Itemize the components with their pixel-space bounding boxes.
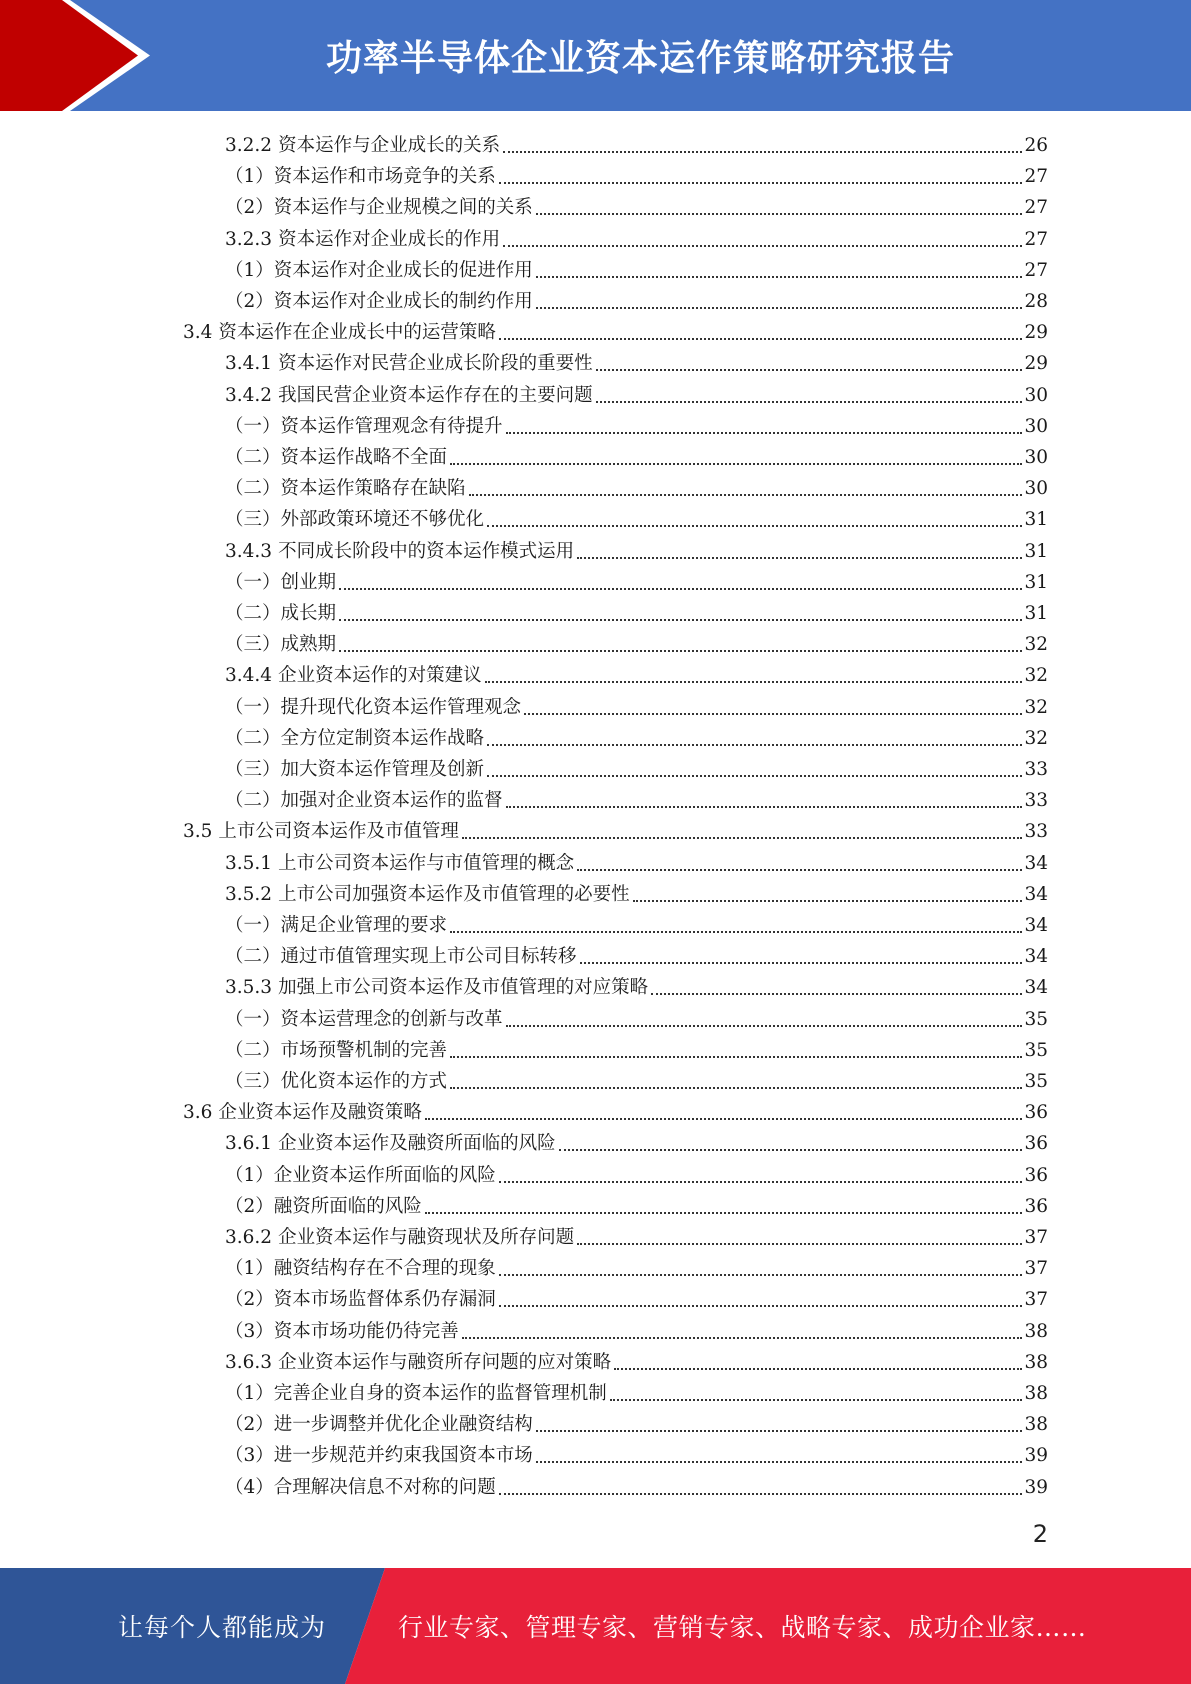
toc-entry[interactable]: [225, 845, 1048, 876]
toc-entry-title: 我国民营企业资本运作存在的主要问题: [278, 384, 593, 406]
toc-entry-page: 31: [1024, 540, 1048, 562]
toc-entry-title: （一）资本运作管理观念有待提升: [225, 415, 503, 437]
toc-entry-title: 资本运作与企业成长的关系: [278, 135, 501, 156]
toc-dot-leader: [450, 1056, 1022, 1058]
toc-dot-leader: [339, 650, 1022, 652]
toc-entry-page: 30: [1024, 447, 1048, 468]
toc-entry-page: 32: [1024, 665, 1048, 687]
toc-entry-title: （二）加强对企业资本运作的监督: [225, 790, 503, 812]
toc-entry[interactable]: [225, 1406, 1048, 1437]
toc-entry-page: 38: [1024, 1414, 1048, 1436]
toc-entry-page: 32: [1024, 727, 1048, 749]
toc-entry[interactable]: [225, 626, 1048, 657]
toc-dot-leader: [499, 1305, 1023, 1307]
toc-entry[interactable]: [225, 969, 1048, 1000]
toc-entry[interactable]: [183, 813, 1048, 844]
toc-entry[interactable]: [225, 1250, 1048, 1281]
toc-entry-page: 37: [1024, 1258, 1048, 1280]
toc-dot-leader: [499, 1274, 1023, 1276]
toc-dot-leader: [485, 681, 1023, 683]
toc-entry-number: 3.6: [183, 1102, 213, 1124]
toc-dot-leader: [559, 1149, 1023, 1151]
toc-dot-leader: [499, 1181, 1023, 1183]
page-header: [0, 0, 1191, 111]
toc-entry[interactable]: [225, 720, 1048, 751]
toc-entry-title: （2）资本运作对企业成长的制约作用: [225, 291, 533, 312]
toc-entry[interactable]: [225, 1125, 1048, 1156]
toc-dot-leader: [462, 837, 1023, 839]
toc-entry-title: （2）融资所面临的风险: [225, 1195, 422, 1217]
toc-entry-page: 34: [1024, 883, 1048, 905]
toc-entry-page: 33: [1024, 790, 1048, 812]
toc-entry-number: 3.4.3: [225, 540, 273, 562]
toc-entry[interactable]: [225, 595, 1048, 626]
toc-dot-leader: [339, 588, 1022, 590]
toc-entry[interactable]: [225, 439, 1048, 470]
toc-entry[interactable]: [225, 1281, 1048, 1312]
toc-entry-title: 资本运作对企业成长的作用: [278, 228, 501, 250]
toc-dot-leader: [450, 463, 1022, 465]
toc-entry-page: 27: [1024, 228, 1048, 250]
toc-dot-leader: [487, 525, 1022, 527]
toc-entry-page: 30: [1024, 478, 1048, 500]
toc-dot-leader: [596, 369, 1023, 371]
toc-entry-page: 27: [1024, 166, 1048, 188]
toc-entry[interactable]: [225, 938, 1048, 969]
toc-dot-leader: [506, 806, 1023, 808]
toc-entry-title: 企业资本运作与融资所存问题的应对策略: [278, 1351, 612, 1373]
toc-dot-leader: [503, 245, 1022, 247]
toc-dot-leader: [450, 1087, 1022, 1089]
toc-entry-title: （一）提升现代化资本运作管理观念: [225, 696, 522, 718]
toc-entry-title: （1）融资结构存在不合理的现象: [225, 1258, 496, 1280]
toc-dot-leader: [499, 338, 1023, 340]
toc-entry[interactable]: [225, 221, 1048, 252]
toc-entry-page: 37: [1024, 1289, 1048, 1311]
toc-entry-page: 27: [1024, 259, 1048, 281]
toc-entry-page: 36: [1024, 1102, 1048, 1124]
toc-entry-page: 38: [1024, 1351, 1048, 1373]
page-footer: [0, 1568, 1191, 1684]
toc-entry-title: 资本运作对民营企业成长阶段的重要性: [278, 353, 593, 375]
toc-dot-leader: [536, 1461, 1023, 1463]
toc-entry-title: （1）资本运作和市场竞争的关系: [225, 166, 496, 188]
toc-entry-page: 31: [1024, 509, 1048, 531]
toc-entry-page: 31: [1024, 571, 1048, 593]
toc-entry-page: 29: [1024, 353, 1048, 375]
toc-entry-title: （一）满足企业管理的要求: [225, 915, 448, 936]
toc-entry[interactable]: [225, 283, 1048, 314]
toc-entry-title: 企业资本运作及融资所面临的风险: [278, 1133, 556, 1155]
toc-entry[interactable]: [225, 189, 1048, 220]
toc-entry-page: 33: [1024, 821, 1048, 843]
toc-entry-title: （三）加大资本运作管理及创新: [225, 759, 485, 780]
toc-entry-number: 3.6.2: [225, 1227, 273, 1248]
toc-dot-leader: [506, 432, 1023, 434]
toc-entry-title: （1）完善企业自身的资本运作的监督管理机制: [225, 1383, 607, 1404]
toc-dot-leader: [499, 1493, 1023, 1495]
toc-entry[interactable]: [225, 907, 1048, 938]
toc-dot-leader: [450, 931, 1022, 933]
toc-entry-title: 资本运作在企业成长中的运营策略: [218, 322, 496, 344]
toc-entry-title: 企业资本运作及融资策略: [218, 1102, 422, 1124]
toc-entry-page: 32: [1024, 634, 1048, 656]
toc-entry[interactable]: [225, 751, 1048, 782]
toc-entry-page: 39: [1024, 1445, 1048, 1467]
report-title: 功率半导体企业资本运作策略研究报告: [325, 38, 955, 79]
toc-entry-title: （三）外部政策环境还不够优化: [225, 509, 485, 531]
toc-entry-title: （1）企业资本运作所面临的风险: [225, 1164, 496, 1186]
toc-entry[interactable]: [225, 1063, 1048, 1094]
toc-dot-leader: [462, 1337, 1023, 1339]
toc-entry-page: 37: [1024, 1227, 1048, 1248]
toc-entry-title: 企业资本运作的对策建议: [278, 665, 482, 687]
toc-entry-page: 30: [1024, 415, 1048, 437]
toc-entry-page: 38: [1024, 1320, 1048, 1342]
toc-dot-leader: [536, 213, 1023, 215]
toc-entry[interactable]: [225, 782, 1048, 813]
toc-entry[interactable]: [183, 314, 1048, 345]
toc-entry-page: 27: [1024, 197, 1048, 219]
toc-dot-leader: [536, 276, 1023, 278]
toc-entry-title: （三）优化资本运作的方式: [225, 1071, 448, 1092]
toc-entry-page: 32: [1024, 696, 1048, 718]
toc-entry[interactable]: [225, 158, 1048, 189]
toc-entry-page: 35: [1024, 1071, 1048, 1092]
toc-entry[interactable]: [225, 1001, 1048, 1032]
toc-dot-leader: [577, 557, 1022, 559]
toc-entry-number: 3.6.3: [225, 1351, 273, 1373]
toc-entry-title: （4）合理解决信息不对称的问题: [225, 1476, 496, 1498]
toc-entry[interactable]: [225, 657, 1048, 688]
toc-entry[interactable]: [225, 1032, 1048, 1063]
toc-entry-number: 3.4.4: [225, 665, 273, 687]
toc-entry-title: （3）资本市场功能仍待完善: [225, 1320, 459, 1342]
toc-entry-title: （二）市场预警机制的完善: [225, 1039, 448, 1061]
toc-entry-number: 3.5.1: [225, 852, 273, 874]
toc-entry[interactable]: [225, 1313, 1048, 1344]
toc-entry-title: （3）进一步规范并约束我国资本市场: [225, 1445, 533, 1467]
toc-dot-leader: [596, 401, 1023, 403]
toc-entry-page: 31: [1024, 603, 1048, 624]
toc-entry[interactable]: [183, 1094, 1048, 1125]
toc-entry-title: （二）资本运作策略存在缺陷: [225, 478, 466, 500]
toc-entry-page: 34: [1024, 852, 1048, 874]
toc-entry[interactable]: [225, 689, 1048, 720]
toc-entry-title: （2）进一步调整并优化企业融资结构: [225, 1414, 533, 1436]
toc-entry[interactable]: [225, 470, 1048, 501]
toc-entry[interactable]: [225, 1157, 1048, 1188]
header-chevron-icon: [0, 0, 160, 111]
toc-entry-number: 3.5.2: [225, 883, 273, 905]
toc-entry[interactable]: [225, 127, 1048, 158]
toc-entry[interactable]: [225, 533, 1048, 564]
toc-dot-leader: [614, 1368, 1022, 1370]
footer-slogan-right: 行业专家、管理专家、营销专家、战略专家、成功企业家……: [398, 1613, 1087, 1642]
toc-dot-leader: [487, 744, 1022, 746]
toc-entry[interactable]: [225, 252, 1048, 283]
toc-entry[interactable]: [225, 1188, 1048, 1219]
toc-entry-title: （三）成熟期: [225, 634, 337, 656]
toc-entry-page: 38: [1024, 1383, 1048, 1404]
toc-entry[interactable]: [225, 1469, 1048, 1500]
toc-entry-number: 3.4: [183, 322, 213, 344]
toc-entry-title: （1）资本运作对企业成长的促进作用: [225, 259, 533, 281]
toc-dot-leader: [524, 713, 1022, 715]
toc-dot-leader: [503, 151, 1022, 153]
toc-entry-page: 36: [1024, 1195, 1048, 1217]
toc-entry[interactable]: [225, 345, 1048, 376]
toc-entry-page: 34: [1024, 946, 1048, 968]
toc-dot-leader: [633, 900, 1023, 902]
toc-entry[interactable]: [225, 876, 1048, 907]
toc-dot-leader: [651, 993, 1022, 995]
toc-entry[interactable]: [225, 1437, 1048, 1468]
toc-entry-number: 3.2.3: [225, 228, 273, 250]
toc-entry-title: （2）资本运作与企业规模之间的关系: [225, 197, 533, 219]
toc-entry-page: 34: [1024, 977, 1048, 999]
toc-entry-page: 29: [1024, 322, 1048, 344]
toc-entry-page: 35: [1024, 1008, 1048, 1030]
toc-entry-title: （二）成长期: [225, 603, 337, 624]
toc-entry-page: 35: [1024, 1039, 1048, 1061]
toc-entry-title: 加强上市公司资本运作及市值管理的对应策略: [278, 977, 649, 999]
toc-dot-leader: [506, 1025, 1023, 1027]
toc-entry-title: （一）资本运营理念的创新与改革: [225, 1008, 503, 1030]
toc-entry-page: 26: [1024, 135, 1048, 156]
toc-entry[interactable]: [225, 377, 1048, 408]
toc-dot-leader: [425, 1212, 1023, 1214]
toc-entry-number: 3.5.3: [225, 977, 273, 999]
toc-dot-leader: [536, 307, 1023, 309]
toc-entry-title: 不同成长阶段中的资本运作模式运用: [278, 540, 575, 562]
toc-entry-title: （二）全方位定制资本运作战略: [225, 727, 485, 749]
toc-dot-leader: [469, 494, 1023, 496]
toc-entry[interactable]: [225, 408, 1048, 439]
toc-entry-page: 33: [1024, 759, 1048, 780]
toc-dot-leader: [580, 962, 1023, 964]
toc-entry-number: 3.6.1: [225, 1133, 273, 1155]
toc-dot-leader: [425, 1118, 1023, 1120]
toc-entry[interactable]: [225, 1344, 1048, 1375]
toc-entry-number: 3.5: [183, 821, 213, 843]
toc-dot-leader: [577, 869, 1022, 871]
toc-entry-number: 3.4.1: [225, 353, 273, 375]
toc-dot-leader: [577, 1243, 1022, 1245]
toc-dot-leader: [536, 1430, 1023, 1432]
toc-entry-title: （2）资本市场监督体系仍存漏洞: [225, 1289, 496, 1311]
toc-entry[interactable]: [225, 564, 1048, 595]
toc-entry-title: 上市公司资本运作与市值管理的概念: [278, 852, 575, 874]
toc-entry-page: 36: [1024, 1133, 1048, 1155]
toc-dot-leader: [499, 182, 1023, 184]
toc-entry-page: 34: [1024, 915, 1048, 936]
toc-entry-title: （一）创业期: [225, 571, 337, 593]
toc-entry-title: 企业资本运作与融资现状及所存问题: [278, 1227, 575, 1248]
toc-entry[interactable]: [225, 1219, 1048, 1250]
toc-entry-page: 39: [1024, 1476, 1048, 1498]
toc-dot-leader: [339, 619, 1022, 621]
toc-entry-title: 上市公司加强资本运作及市值管理的必要性: [278, 883, 630, 905]
footer-slogan-left: 让每个人都能成为: [118, 1613, 327, 1642]
toc-entry-number: 3.4.2: [225, 384, 273, 406]
toc-dot-leader: [610, 1399, 1023, 1401]
toc-entry-page: 30: [1024, 384, 1048, 406]
toc-entry-title: 上市公司资本运作及市值管理: [218, 821, 459, 843]
toc-entry-page: 28: [1024, 291, 1048, 312]
toc-entry-page: 36: [1024, 1164, 1048, 1186]
toc-dot-leader: [487, 775, 1022, 777]
toc-entry-title: （二）通过市值管理实现上市公司目标转移: [225, 946, 577, 968]
toc-entry-title: （二）资本运作战略不全面: [225, 447, 448, 468]
page-number: 2: [1032, 1520, 1048, 1548]
toc-entry[interactable]: [225, 1375, 1048, 1406]
toc-entry[interactable]: [225, 501, 1048, 532]
toc-entry-number: 3.2.2: [225, 135, 273, 156]
